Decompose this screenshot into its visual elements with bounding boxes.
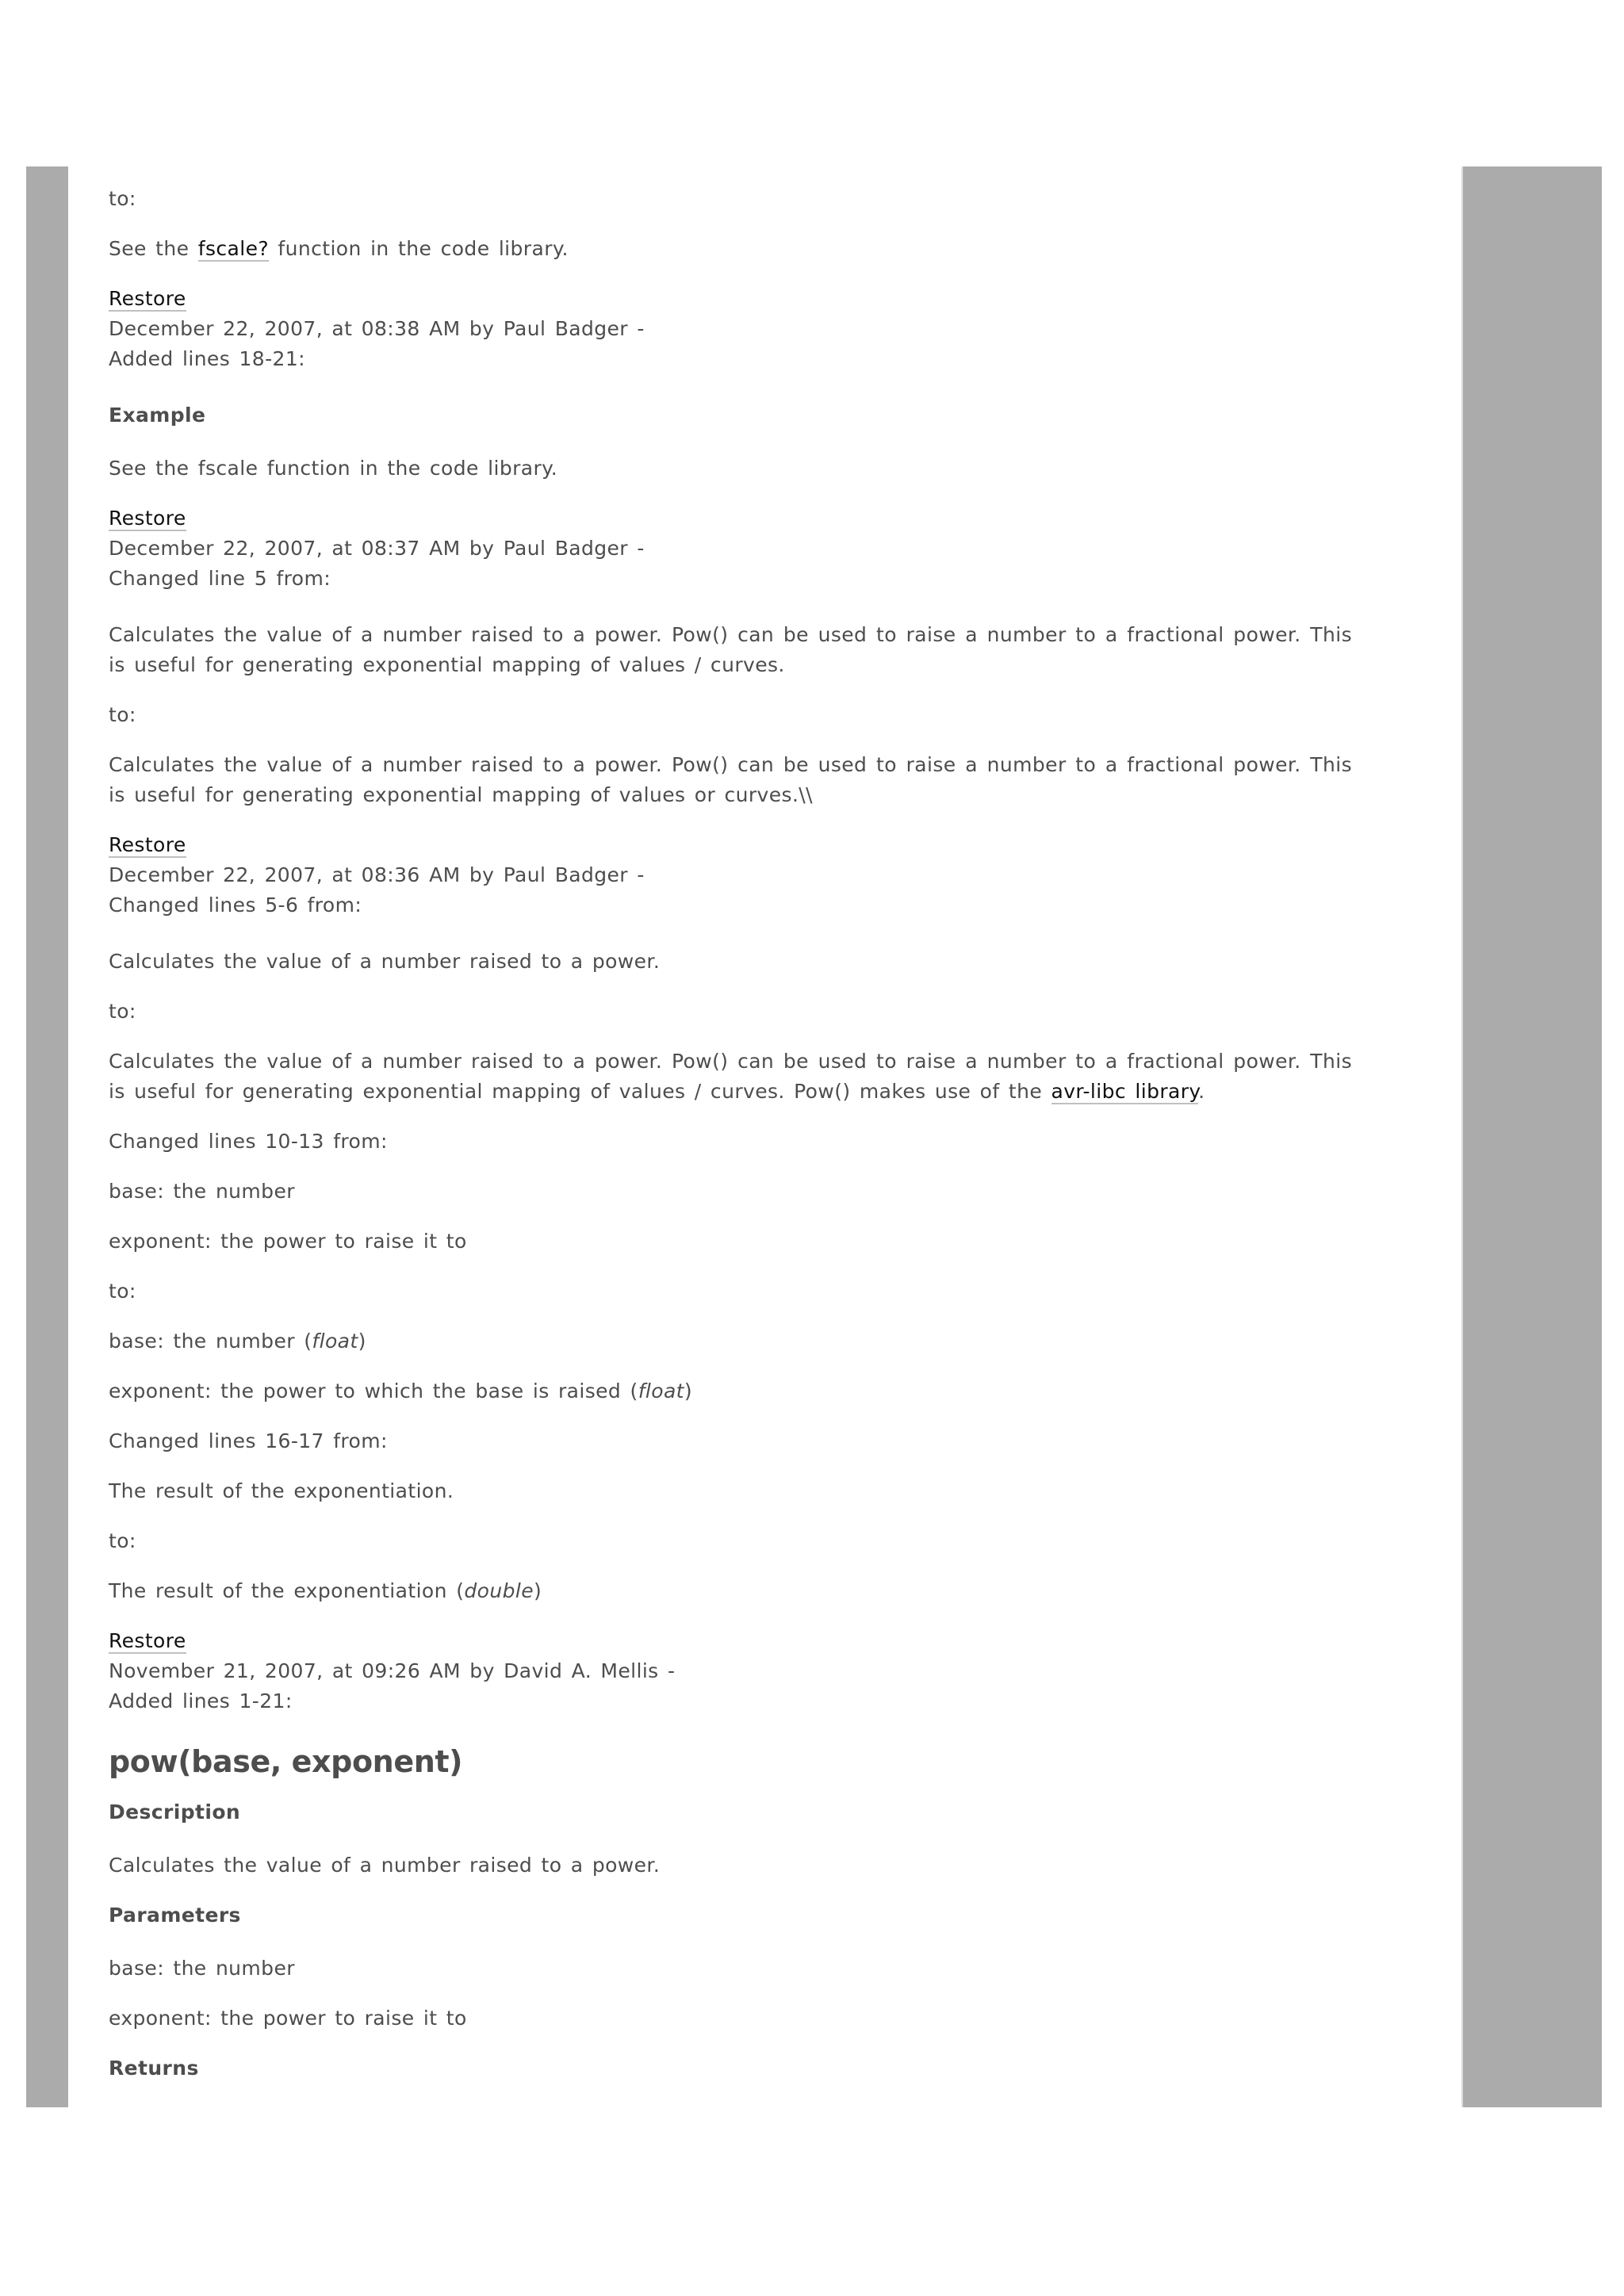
restore-link[interactable]: Restore [109,287,186,310]
revision-entry [109,503,1352,594]
right-sidebar-bar [1461,166,1602,2107]
restore-link[interactable]: Restore [109,1629,186,1652]
diff-text: Calculates the value of a number raised to a power. Pow() can be used to raise a number to a fractional power. This is useful for generating exponential mapping of values or curves.\\ [109,753,1352,806]
diff-text: Calculates the value of a number raised to a power. Pow() can be used to raise a number to a fractional power. This is useful for generating exponential mapping of values / curves. [109,623,1352,676]
change-summary: Changed lines 16-17 from: [109,1429,388,1452]
revision-entry [109,830,1352,920]
type-emphasis: float [312,1330,358,1353]
change-summary: Added lines 1-21: [109,1689,293,1712]
text-segment: exponent: the power to which the base is raised ( [109,1380,638,1402]
change-summary: Added lines 18-21: [109,347,305,370]
change-summary: Changed lines 10-13 from: [109,1130,388,1153]
diff-text: to: [109,1280,136,1303]
diff-text: exponent: the power to raise it to [109,2007,467,2030]
diff-text: The result of the exponentiation. [109,1479,454,1502]
revision-info: November 21, 2007, at 09:26 AM by David A. Mellis - [109,1659,676,1682]
change-summary: Changed lines 5-6 from: [109,894,362,916]
diff-text: Calculates the value of a number raised to a power. [109,1854,661,1877]
restore-link[interactable]: Restore [109,833,186,856]
function-title: pow(base, exponent) [109,1744,463,1779]
revision-entry [109,1626,1352,1716]
section-heading-parameters: Parameters [109,1904,241,1927]
diff-text [109,234,1352,264]
diff-text: base: the number [109,1957,295,1980]
diff-text [109,1576,1352,1606]
diff-text [109,1326,1352,1357]
section-heading-description: Description [109,1800,241,1823]
diff-text: base: the number [109,1180,295,1203]
page-content [109,184,1352,2107]
restore-link[interactable]: Restore [109,507,186,530]
revision-info: December 22, 2007, at 08:37 AM by Paul Badger - [109,537,645,560]
revision-entry [109,284,1352,374]
text-segment: base: the number ( [109,1330,312,1353]
text-segment: ) [358,1330,366,1353]
left-sidebar-bar [26,166,68,2107]
text-segment: See the [109,237,198,260]
diff-text: to: [109,187,136,210]
diff-text [109,1376,1352,1406]
text-segment: The result of the exponentiation ( [109,1579,465,1602]
section-heading-example: Example [109,404,206,427]
section-heading-returns: Returns [109,2057,199,2080]
type-emphasis: double [464,1579,534,1602]
text-segment: ) [684,1380,693,1402]
diff-text: exponent: the power to raise it to [109,1230,467,1253]
text-segment: . [1198,1080,1205,1103]
text-segment: function in the code library. [269,237,569,260]
type-emphasis: float [638,1380,684,1402]
revision-info: December 22, 2007, at 08:38 AM by Paul Badger - [109,317,645,340]
text-segment: Calculates the value of a number raised to a power. Pow() can be used to raise a number to a fractional power. This is useful for generating exponential mapping of values / curves. Pow() makes use of the [109,1050,1352,1103]
diff-text: to: [109,703,136,726]
diff-text: to: [109,1529,136,1552]
change-summary: Changed line 5 from: [109,567,331,590]
text-segment: ) [533,1579,542,1602]
diff-text [109,1047,1352,1107]
revision-info: December 22, 2007, at 08:36 AM by Paul Badger - [109,863,645,886]
diff-text: to: [109,1000,136,1023]
fscale-link[interactable]: fscale? [197,237,270,260]
avr-libc-library-link[interactable]: avr-libc library [1051,1080,1199,1103]
diff-text: See the fscale function in the code library. [109,457,558,480]
diff-text: Calculates the value of a number raised to a power. [109,950,661,973]
